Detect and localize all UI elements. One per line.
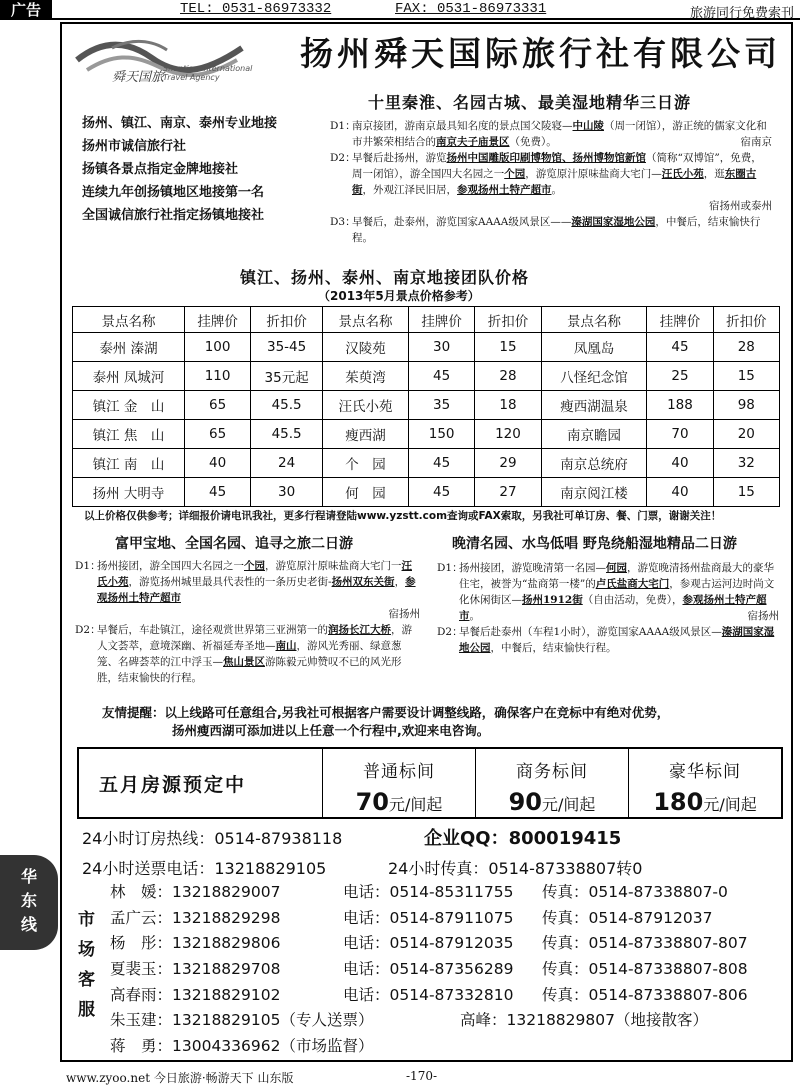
qualification-item: 全国诚信旅行社指定扬镇地接社 — [82, 208, 265, 223]
tour2-day1-stay: 宿扬州 — [388, 608, 420, 620]
qualification-list — [82, 112, 277, 227]
table-cell: 35元起 — [251, 362, 323, 391]
friendly-tips: 友情提醒：以上线路可任意组合,另我社可根据客户需要设计调整线路，确保客户在竞标中有绝对优势， 扬州瘦西湖可添加进以上任意一个行程中,欢迎来电咨询。 — [102, 705, 670, 738]
market-service-label: 市 场 客 服 — [78, 910, 95, 1020]
footer-site: www.zyoo.net 今日旅游·畅游天下 山东版 — [66, 1071, 294, 1085]
page-footer — [66, 1069, 438, 1085]
table-cell: 瘦西湖温泉 — [541, 391, 647, 420]
table-cell: 汉陵苑 — [322, 333, 408, 362]
table-cell: 南京总统府 — [541, 449, 647, 478]
table-cell: 镇江 金 山 — [73, 391, 185, 420]
table-cell: 32 — [713, 449, 779, 478]
price-table-header — [73, 307, 780, 333]
qualification-item: 扬州市诚信旅行社 — [82, 139, 187, 154]
tour1-title: 十里秦淮、名园古城、最美湿地精华三日游 — [368, 93, 692, 112]
table-cell: 45.5 — [251, 391, 323, 420]
table-cell: 35 — [408, 391, 474, 420]
qualification-item: 扬镇各景点指定金牌地接社 — [82, 162, 239, 177]
room-business: 商务标间 90元/间起 — [476, 749, 629, 817]
price-table-header-cell: 挂牌价 — [647, 307, 713, 333]
table-cell: 15 — [713, 362, 779, 391]
ticket-phone: 24小时送票电话：13218829105 — [82, 859, 327, 878]
table-cell: 茱萸湾 — [322, 362, 408, 391]
table-cell: 扬州 大明寺 — [73, 478, 185, 507]
table-row — [73, 420, 780, 449]
company-name: 扬州舜天国际旅行社有限公司 — [300, 34, 781, 73]
table-cell: 45.5 — [251, 420, 323, 449]
table-cell: 45 — [184, 478, 250, 507]
tour3-title: 晚清名园、水鸟低唱 野凫绕船湿地精品二日游 — [452, 536, 737, 552]
table-cell: 泰州 凤城河 — [73, 362, 185, 391]
table-cell: 15 — [475, 333, 541, 362]
header-fax: FAX: 0531-86973331 — [395, 1, 547, 17]
table-cell: 29 — [475, 449, 541, 478]
price-table-header-cell: 景点名称 — [73, 307, 185, 333]
table-cell: 40 — [184, 449, 250, 478]
table-cell: 泰州 溱湖 — [73, 333, 185, 362]
table-cell: 24 — [251, 449, 323, 478]
table-cell: 南京阅江楼 — [541, 478, 647, 507]
qualification-item: 扬州、镇江、南京、泰州专业地接 — [82, 116, 278, 131]
table-cell: 镇江 焦 山 — [73, 420, 185, 449]
table-cell: 110 — [184, 362, 250, 391]
table-cell: 40 — [647, 478, 713, 507]
tour1-day1: D1： 南京接团，游南京最具知名度的景点国父陵寝—中山陵（周一闭馆），游正统的儒家文化和市井繁荣相结合的南京夫子庙景区（免费）。 宿南京 — [330, 120, 772, 148]
table-cell: 20 — [713, 420, 779, 449]
table-cell: 28 — [475, 362, 541, 391]
table-cell: 45 — [408, 362, 474, 391]
table-cell: 汪氏小苑 — [322, 391, 408, 420]
price-table-header-cell: 折扣价 — [713, 307, 779, 333]
table-cell: 35-45 — [251, 333, 323, 362]
logo-en-text: Shuntian International Travel Agency — [163, 64, 253, 82]
tour3-day2: D2： 早餐后赴泰州（车程1小时），游览国家AAAA级风景区—溱湖国家湿地公园，中餐后，结束愉快行程。 — [437, 626, 775, 654]
tour2-day2: D2： 早餐后，车赴镇江，途径观赏世界第三亚洲第一的润扬长江大桥，游人文荟萃，意境深幽、祈福延寿圣地—南山，游风光秀丽、绿意葱笼、名碑荟萃的江中浮玉—焦山景区游陈毅元帅赞叹不已的风光形胜，结束愉快的行程。 — [75, 624, 412, 684]
table-cell: 何 园 — [322, 478, 408, 507]
east-china-tab: 华 东 线 — [0, 855, 58, 950]
table-cell: 镇江 南 山 — [73, 449, 185, 478]
table-cell: 18 — [475, 391, 541, 420]
table-cell: 100 — [184, 333, 250, 362]
price-table-header-cell: 景点名称 — [541, 307, 647, 333]
price-table-subtitle: （2013年5月景点价格参考） — [318, 289, 480, 303]
table-cell: 120 — [475, 420, 541, 449]
qualification-item: 连续九年创扬镇地区地接第一名 — [82, 185, 265, 200]
table-cell: 30 — [251, 478, 323, 507]
fax-24h: 24小时传真：0514-87338807转0 — [388, 859, 643, 878]
room-booking-label: 五月房源预定中 — [79, 749, 323, 817]
table-row — [73, 478, 780, 507]
table-cell: 瘦西湖 — [322, 420, 408, 449]
room-booking-box — [77, 747, 783, 819]
tour1-day2: D2： 早餐后赴扬州，游览扬州中国雕版印刷博物馆、扬州博物馆新馆（简称“双博馆”，免费，周一闭馆），游全国四大名园之一个园，游览原汁原味盐商大宅门—汪氏小苑，逛东圈古街，外观江泽民旧居，参观扬州土特产超市。 — [330, 152, 762, 196]
table-cell: 45 — [408, 449, 474, 478]
header-slogan: 旅游同行免费索刊 — [689, 6, 794, 21]
price-table-header-cell: 折扣价 — [251, 307, 323, 333]
tour1-day3: D3： 早餐后，赴泰州，游览国家AAAA级风景区——溱湖国家湿地公园，中餐后，结束愉快行程。 — [330, 216, 761, 244]
hotline: 24小时订房热线：0514-87938118 — [82, 829, 343, 848]
table-cell: 凤凰岛 — [541, 333, 647, 362]
price-note: 以上价格仅供参考；详细报价请电讯我社，更多行程请登陆www.yzstt.com查询或FAX索取，另我社可单订房、餐、门票，谢谢关注！ — [84, 510, 722, 522]
table-row — [73, 362, 780, 391]
tour2-day1: D1： 扬州接团，游全国四大名园之一个园，游览原汁原味盐商大宅门一汪氏小苑，游览扬州城里最具代表性的一条历史老街-扬州双东关街，参观扬州土特产超市 — [75, 560, 416, 604]
table-cell: 150 — [408, 420, 474, 449]
tour3-day1: D1： 扬州接团，游览晚清第一名园—何园，游览晚清扬州盐商最大的豪华住宅，被誉为“盐商第一楼”的卢氏盐商大宅门，参观古运河边时尚文化休闲街区—扬州1912街（自由活动，免费），参观扬州土特产超市。 宿扬州 — [437, 562, 779, 622]
table-cell: 25 — [647, 362, 713, 391]
table-row — [73, 391, 780, 420]
tour2-title: 富甲宝地、全国名园、追寻之旅二日游 — [115, 536, 353, 552]
table-cell: 40 — [647, 449, 713, 478]
room-standard: 普通标间 70元/间起 — [323, 749, 476, 817]
page-number: -170- — [406, 1069, 438, 1083]
price-table — [72, 306, 780, 507]
top-bar — [0, 0, 800, 20]
table-cell: 15 — [713, 478, 779, 507]
tour3-itinerary — [437, 560, 779, 656]
ad-label: 广告 — [0, 0, 52, 20]
table-cell: 45 — [408, 478, 474, 507]
price-table-header-cell: 挂牌价 — [184, 307, 250, 333]
table-cell: 45 — [647, 333, 713, 362]
tour1-itinerary — [330, 118, 772, 246]
table-row — [73, 333, 780, 362]
table-cell: 65 — [184, 420, 250, 449]
table-cell: 30 — [408, 333, 474, 362]
price-table-title: 镇江、扬州、泰州、南京地接团队价格 — [240, 268, 530, 287]
table-cell: 65 — [184, 391, 250, 420]
table-cell: 27 — [475, 478, 541, 507]
table-row — [73, 449, 780, 478]
header-tel: TEL: 0531-86973332 — [180, 1, 332, 17]
price-table-header-cell: 挂牌价 — [408, 307, 474, 333]
price-table-header-cell: 景点名称 — [322, 307, 408, 333]
table-cell: 188 — [647, 391, 713, 420]
logo-cn-text: 舜天国旅 — [112, 70, 165, 85]
price-table-header-cell: 折扣价 — [475, 307, 541, 333]
enterprise-qq: 企业QQ：800019415 — [424, 828, 622, 849]
room-luxury: 豪华标间 180元/间起 — [653, 762, 757, 816]
table-cell: 70 — [647, 420, 713, 449]
table-cell: 98 — [713, 391, 779, 420]
table-cell: 个 园 — [322, 449, 408, 478]
table-cell: 八怪纪念馆 — [541, 362, 647, 391]
tour1-day2-stay: 宿扬州或泰州 — [709, 200, 772, 212]
table-cell: 28 — [713, 333, 779, 362]
tour2-itinerary — [75, 558, 420, 686]
table-cell: 南京瞻园 — [541, 420, 647, 449]
